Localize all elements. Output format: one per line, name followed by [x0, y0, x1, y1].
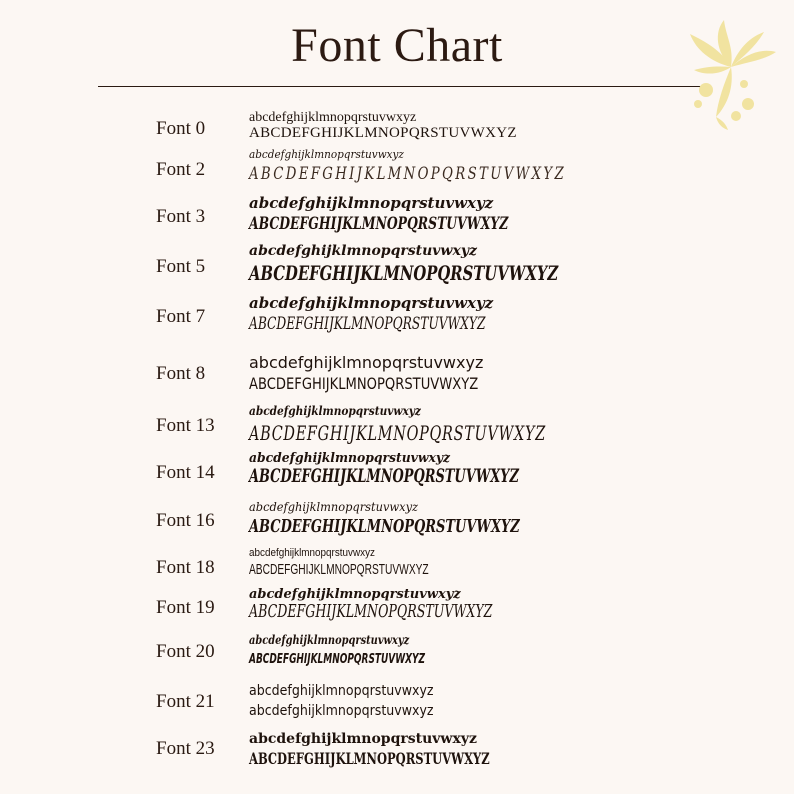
lowercase-sample: abcdefghijklmnopqrstuvwxyz — [249, 587, 461, 602]
page-title: Font Chart — [291, 19, 503, 72]
lowercase-sample: abcdefghijklmnopqrstuvwxyz — [249, 353, 484, 372]
lowercase-sample: abcdefghijklmnopqrstuvwxyz — [249, 683, 434, 699]
lowercase-sample: abcdefghijklmnopqrstuvwxyz — [249, 731, 477, 747]
font-label: Font 3 — [156, 206, 206, 227]
font-label: Font 19 — [156, 597, 215, 618]
lowercase-sample: abcdefghijklmnopqrstuvwxyz — [249, 148, 404, 161]
font-label: Font 23 — [156, 738, 215, 759]
font-label: Font 2 — [156, 159, 206, 180]
uppercase-sample: ABCDEFGHIJKLMNOPQRSTUVWXYZ — [249, 214, 509, 234]
uppercase-sample: ABCDEFGHIJKLMNOPQRSTUVWXYZ — [249, 561, 429, 578]
lowercase-sample: abcdefghijklmnopqrstuvwxyz — [249, 547, 376, 559]
font-label: Font 7 — [156, 306, 206, 327]
font-label: Font 21 — [156, 691, 215, 712]
uppercase-sample: ABCDEFGHIJKLMNOPQRSTUVWXYZ — [249, 314, 486, 334]
lowercase-sample: abcdefghijklmnopqrstuvwxyz — [249, 294, 494, 312]
uppercase-sample: ABCDEFGHIJKLMNOPQRSTUVWXYZ — [249, 125, 517, 141]
uppercase-sample: ABCDEFGHIJKLMNOPQRSTUVWXYZ — [249, 374, 479, 393]
lowercase-sample: abcdefghijklmnopqrstuvwxyz — [249, 451, 451, 466]
font-label: Font 0 — [156, 118, 206, 139]
uppercase-sample: ABCDEFGHIJKLMNOPQRSTUVWXYZ — [249, 261, 559, 285]
font-label: Font 8 — [156, 363, 206, 384]
lowercase-sample: abcdefghijklmnopqrstuvwxyz — [249, 633, 410, 647]
uppercase-sample: ABCDEFGHIJKLMNOPQRSTUVWXYZ — [249, 164, 567, 184]
floral-ornament-icon — [676, 12, 786, 132]
lowercase-sample: abcdefghijklmnopqrstuvwxyz — [249, 194, 494, 212]
font-label: Font 16 — [156, 510, 215, 531]
uppercase-sample: ABCDEFGHIJKLMNOPQRSTUVWXYZ — [249, 465, 519, 487]
uppercase-sample: ABCDEFGHIJKLMNOPQRSTUVWXYZ — [249, 749, 490, 768]
font-label: Font 14 — [156, 462, 215, 483]
uppercase-sample: ABCDEFGHIJKLMNOPQRSTUVWXYZ — [249, 601, 493, 622]
lowercase-sample: abcdefghijklmnopqrstuvwxyz — [249, 703, 434, 719]
lowercase-sample: abcdefghijklmnopqrstuvwxyz — [249, 110, 417, 125]
lowercase-sample: abcdefghijklmnopqrstuvwxyz — [249, 404, 421, 418]
font-label: Font 18 — [156, 557, 215, 578]
uppercase-sample: ABCDEFGHIJKLMNOPQRSTUVWXYZ — [249, 421, 546, 445]
font-label: Font 5 — [156, 256, 206, 277]
font-label: Font 20 — [156, 641, 215, 662]
lowercase-sample: abcdefghijklmnopqrstuvwxyz — [249, 243, 477, 259]
lowercase-sample: abcdefghijklmnopqrstuvwxyz — [249, 500, 419, 514]
uppercase-sample: ABCDEFGHIJKLMNOPQRSTUVWXYZ — [249, 652, 426, 667]
font-label: Font 13 — [156, 415, 215, 436]
title-divider — [98, 86, 704, 87]
uppercase-sample: ABCDEFGHIJKLMNOPQRSTUVWXYZ — [249, 516, 520, 537]
